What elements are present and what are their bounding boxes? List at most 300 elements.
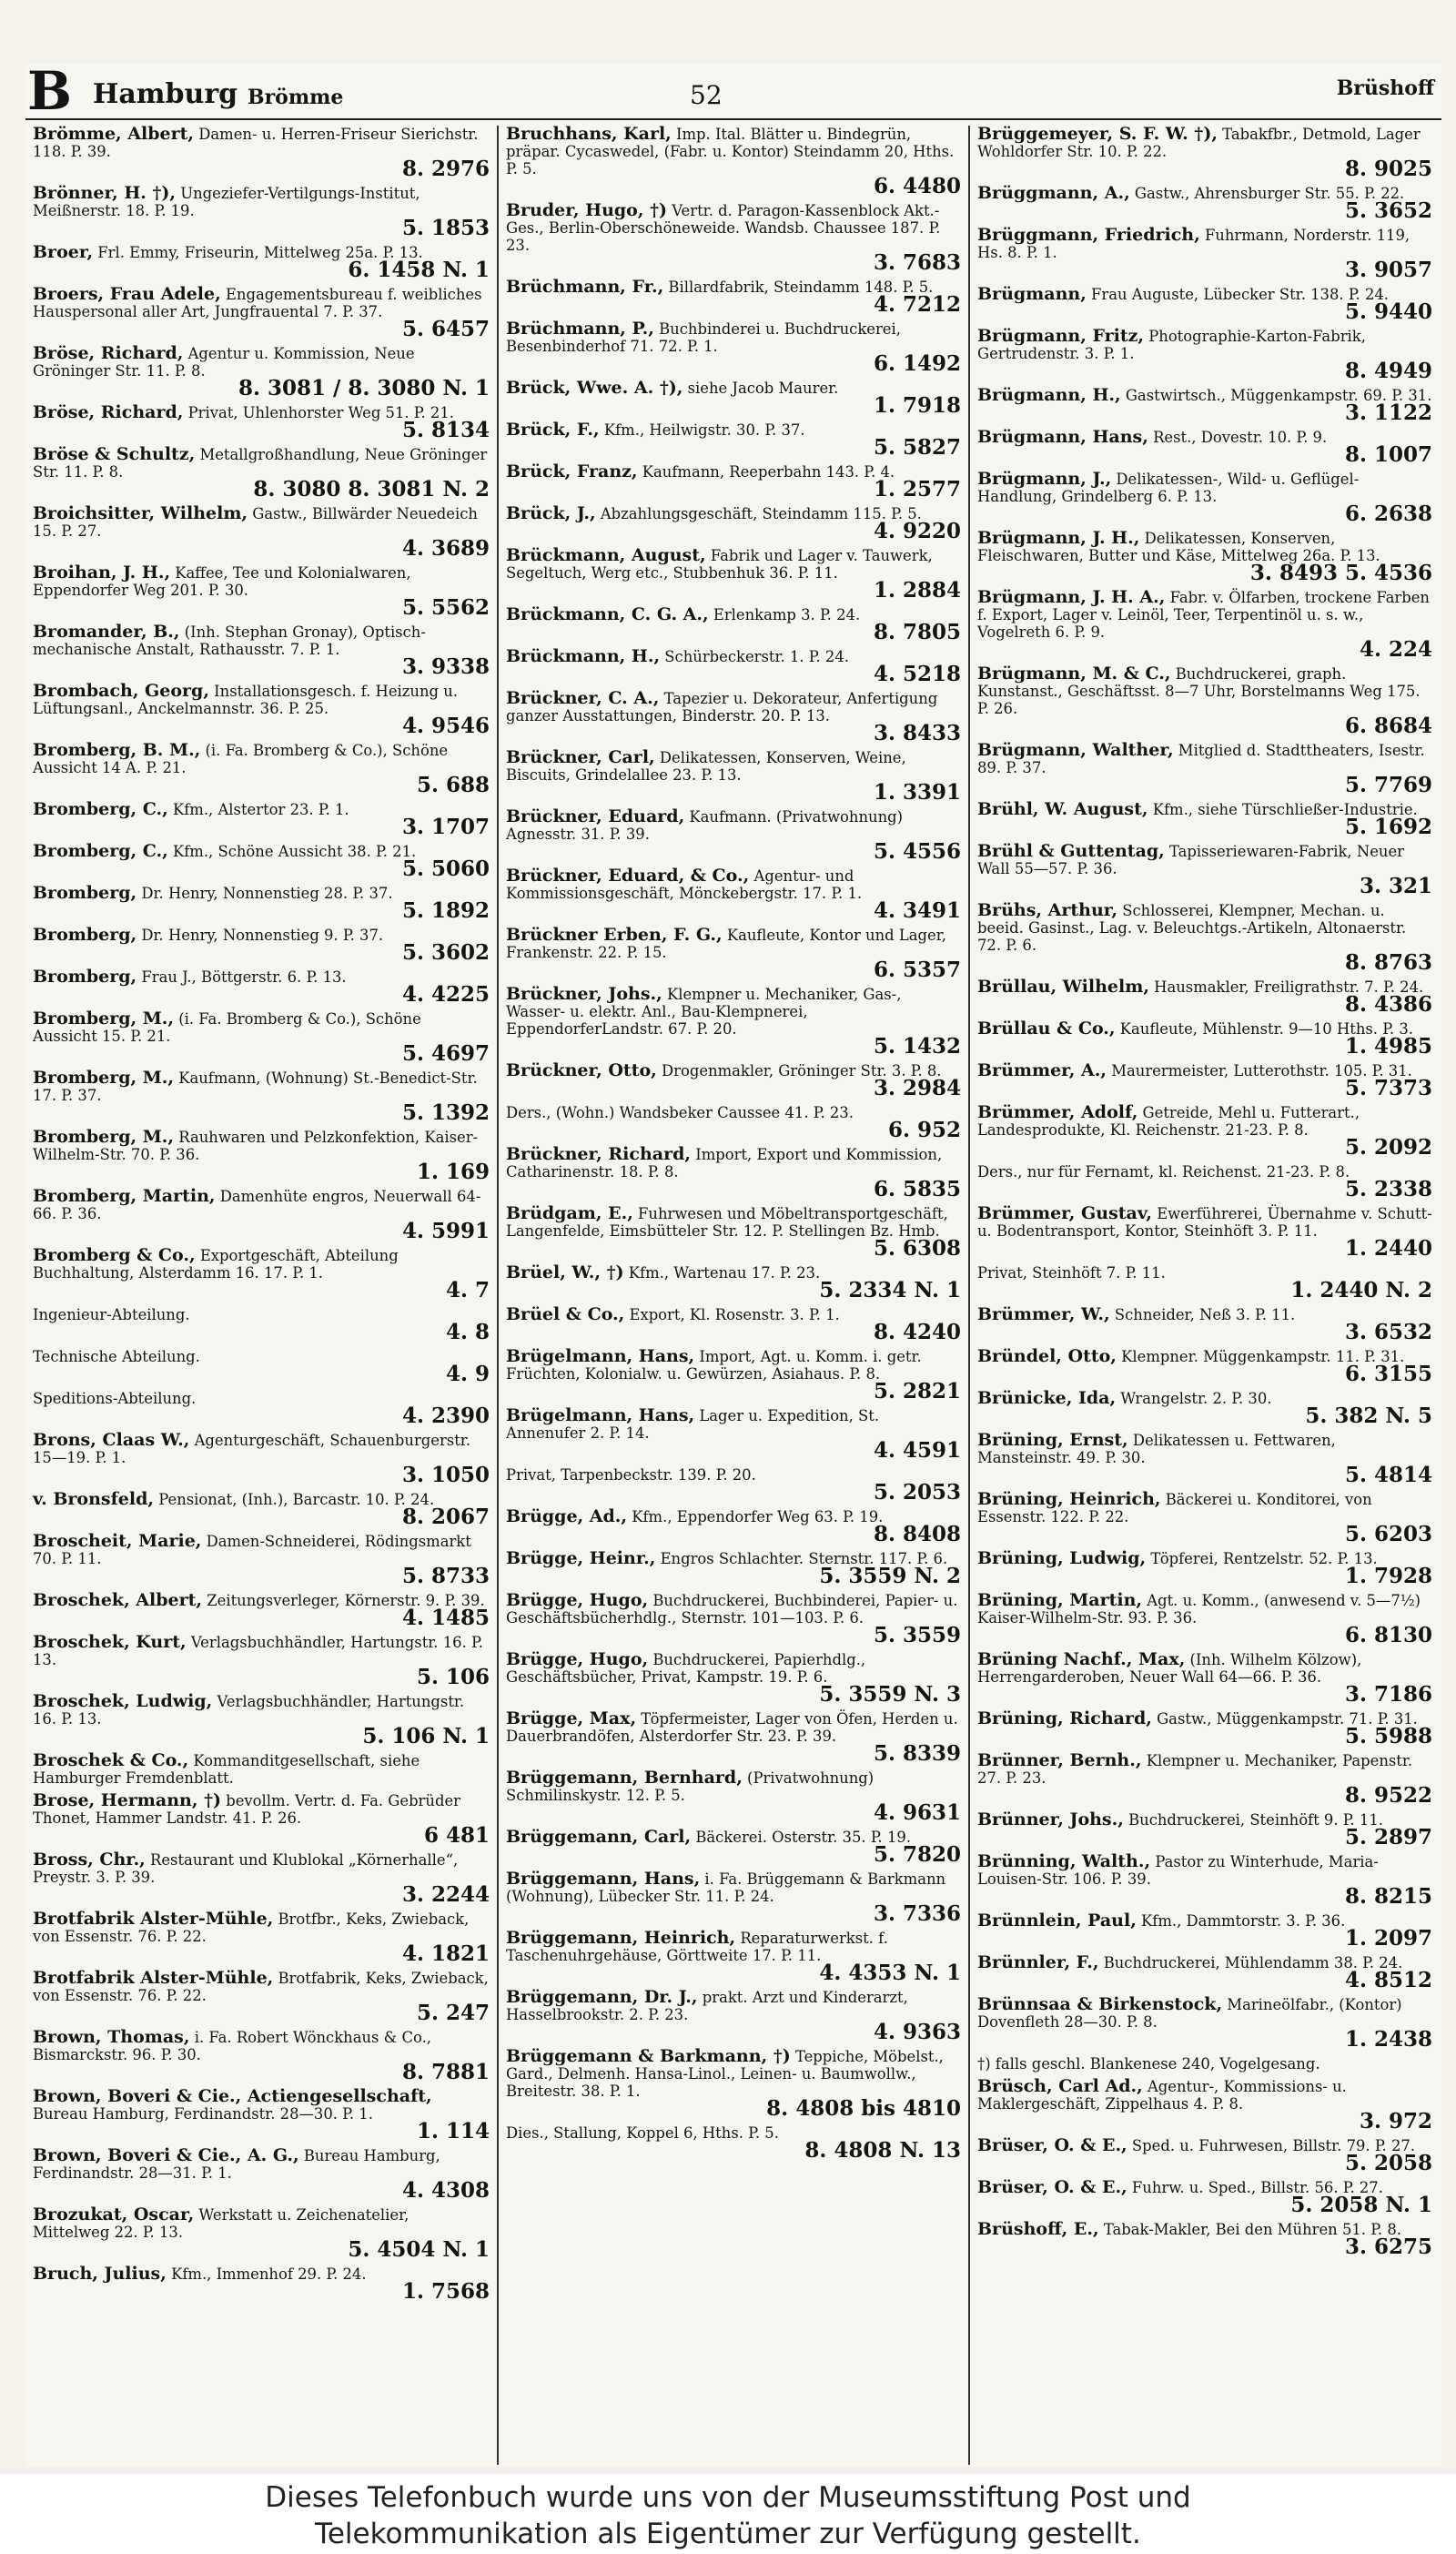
entry-description: Damen- u. Herren-Friseur Sierichstr. 118. P. 39. <box>33 126 479 160</box>
entry-description: Töpfermeister, Lager von Öfen, Herden u. Dauerbrandöfen, Alsterdorfer Str. 23. P. 39. <box>506 1710 958 1745</box>
entry-description: Hausmakler, Freiligrathstr. 7. P. 24. <box>1154 978 1424 996</box>
entry-name: Bröse, Richard, <box>33 343 184 363</box>
phone-number: 8. 8408 <box>873 1522 961 1546</box>
entry-description: Klempner u. Mechaniker, Papenstr. 27. P. 23. <box>977 1752 1413 1787</box>
phone-number: 5. 247 <box>416 2001 490 2025</box>
entry-name: Bromberg, C., <box>33 799 168 819</box>
phone-number: 5. 5060 <box>401 856 490 881</box>
directory-entry <box>33 345 490 399</box>
entry-name: Brückner, Otto, <box>506 1060 657 1080</box>
entry-name: Brückner, Eduard, & Co., <box>506 866 750 886</box>
directory-entry <box>33 843 490 879</box>
phone-number: 3. 2244 <box>401 1882 490 1907</box>
phone-number: 5. 4556 <box>873 839 961 864</box>
phone-number: 5. 3652 <box>1344 198 1432 223</box>
entry-name: Brünnler, F., <box>977 1952 1099 1972</box>
entry-description: Agentur u. Kommission, Neue Gröninger Str. 11. P. 8. <box>33 345 415 380</box>
entry-description: Schürbeckerstr. 1. P. 24. <box>664 648 849 665</box>
directory-entry <box>977 1651 1432 1705</box>
entry-name: Bröse & Schultz, <box>33 444 196 464</box>
directory-entry <box>977 742 1432 796</box>
phone-number: 8. 3080 8. 3081 N. 2 <box>253 477 490 502</box>
entry-description: Töpferei, Rentzelstr. 52. P. 13. <box>1150 1550 1378 1567</box>
directory-entry <box>506 1407 961 1461</box>
column-left <box>25 126 497 2465</box>
entry-name: Bründel, Otto, <box>977 1346 1117 1366</box>
phone-number: 4. 8 <box>445 1320 490 1344</box>
entry-description: Dr. Henry, Nonnenstieg 28. P. 37. <box>141 885 393 902</box>
directory-entry <box>506 202 961 273</box>
phone-number: 1. 2438 <box>1344 2027 1432 2052</box>
phone-number: 5. 6457 <box>401 317 490 341</box>
directory-entry <box>977 589 1432 660</box>
phone-number: 4. 1485 <box>401 1606 490 1630</box>
phone-number: 1. 7918 <box>873 393 961 418</box>
section-letter: B <box>27 60 73 122</box>
directory-entry <box>33 2029 490 2083</box>
directory-entry <box>506 749 961 803</box>
phone-number: 3. 7336 <box>873 1901 961 1926</box>
phone-number: 1. 4985 <box>1344 1034 1432 1059</box>
entry-description: bevollm. Vertr. d. Fa. Gebrüder Thonet, Hammer Landstr. 41. P. 26. <box>33 1792 460 1827</box>
phone-number: 1. 169 <box>416 1160 490 1184</box>
entry-description: Buchdruckerei, Mühlendamm 38. P. 24. <box>1103 1954 1403 1971</box>
phone-number: 8. 2067 <box>401 1505 490 1529</box>
phone-number: 3. 9057 <box>1344 258 1432 282</box>
phone-number: 3. 9338 <box>401 654 490 679</box>
entry-name: Brombach, Georg, <box>33 681 209 701</box>
directory-entry <box>977 1104 1432 1158</box>
entry-name: Brünner, Johs., <box>977 1809 1124 1829</box>
entry-description: Engagementsbureau f. weibliches Hauspersonal aller Art, Jungfrauental 7. P. 37. <box>33 286 482 320</box>
phone-number: 8. 9522 <box>1344 1783 1432 1808</box>
entry-name: Brühl & Guttentag, <box>977 841 1165 861</box>
entry-description: Kaufmann. (Privatwohnung) Agnesstr. 31. P. 39. <box>506 808 904 843</box>
entry-description: Bureau Hamburg, Ferdinandstr. 28—31. P. 1. <box>33 2147 440 2182</box>
entry-name: Brüllau & Co., <box>977 1019 1116 1039</box>
directory-entry <box>506 648 961 684</box>
directory-entry <box>506 1062 961 1099</box>
entry-description: Imp. Ital. Blätter u. Bindegrün, präpar. Cycaswedel, (Fabr. u. Kontor) Steindamm 20, Hths. P. 5. <box>506 126 955 177</box>
directory-entry <box>506 1205 961 1259</box>
phone-number: 5. 2334 N. 1 <box>819 1278 961 1302</box>
phone-number: 1. 3391 <box>873 780 961 805</box>
entry-name: Bromberg, <box>33 883 137 903</box>
entry-description: Agt. u. Komm., (anwesend v. 5—7½) Kaiser-Wilhelm-Str. 93. P. 36. <box>977 1592 1421 1627</box>
entry-description: prakt. Arzt und Kinderarzt, Hasselbrookstr. 2. P. 23. <box>506 1989 908 2023</box>
directory-entry <box>977 1348 1432 1384</box>
phone-number: 5. 4697 <box>401 1041 490 1066</box>
directory-entry <box>506 1870 961 1924</box>
entry-description: (Inh. Wilhelm Kölzow), Herrengarderoben, Neuer Wall 64—66. P. 36. <box>977 1651 1362 1686</box>
phone-number: 4. 9 <box>445 1362 490 1386</box>
entry-name: Brüning, Ludwig, <box>977 1548 1147 1568</box>
entry-description: Fuhrwesen und Möbeltransportgeschäft, Langenfelde, Eimsbütteler Str. 12. P. Stellingen Bz. Hmb. <box>506 1205 948 1240</box>
entry-name: Brümmer, W., <box>977 1304 1110 1324</box>
entry-name: Brückner, C. A., <box>506 688 660 708</box>
entry-name: Broschek, Kurt, <box>33 1632 187 1652</box>
entry-name: Brügge, Heinr., <box>506 1548 656 1568</box>
entry-description: Wrangelstr. 2. P. 30. <box>1120 1390 1272 1407</box>
phone-number: 5. 3602 <box>401 940 490 965</box>
entry-description: Schlosserei, Klempner, Mechan. u. beeid. Gasinst., Lag. v. Beleuchtgs.-Artikeln, Altonaerstr. 72. P. 6. <box>977 902 1407 954</box>
directory-entry <box>33 2147 490 2201</box>
phone-number: 8. 1007 <box>1344 442 1432 467</box>
entry-description: Buchdruckerei, Papierhdlg., Geschäftsbücher, Privat, Kampstr. 19. P. 6. <box>506 1651 866 1686</box>
entry-name: Brüser, O. & E., <box>977 2177 1127 2197</box>
phone-number: 5. 1692 <box>1344 815 1432 839</box>
phone-number: 6. 8684 <box>1344 714 1432 738</box>
directory-entry <box>33 927 490 963</box>
entry-description: Ingenieur-Abteilung. <box>33 1306 190 1323</box>
directory-entry <box>33 1693 490 1747</box>
entry-name: Brügmann, J. H. A., <box>977 587 1166 607</box>
entry-name: Brügge, Hugo, <box>506 1590 649 1610</box>
directory-entry <box>977 387 1432 423</box>
phone-number: 6. 3155 <box>1344 1362 1432 1386</box>
entry-name: Brühl, W. August, <box>977 799 1148 819</box>
entry-description: Fabrik und Lager v. Tauwerk, Segeltuch, Werg etc., Stubbenhuk 36. P. 11. <box>506 547 933 582</box>
phone-number: 5. 1432 <box>873 1034 961 1059</box>
directory-entry <box>33 683 490 736</box>
entry-name: Brünning, Walth., <box>977 1851 1151 1871</box>
page-header <box>25 60 1441 122</box>
directory-entry <box>506 505 961 542</box>
entry-name: Brückmann, C. G. A., <box>506 604 709 624</box>
entry-name: Brüllau, Wilhelm, <box>977 977 1149 997</box>
directory-entry <box>977 1205 1432 1259</box>
entry-name: Brüshoff, E., <box>977 2219 1099 2239</box>
directory-entry <box>33 1069 490 1123</box>
phone-number: 3. 321 <box>1359 874 1432 898</box>
entry-name: Brückmann, H., <box>506 646 661 666</box>
phone-number: 5. 2058 N. 1 <box>1290 2193 1432 2217</box>
entry-description: Gastw., Müggenkampstr. 71. P. 31. <box>1157 1710 1418 1728</box>
entry-name: Brüchmann, Fr., <box>506 277 664 297</box>
entry-name: Brügmann, J., <box>977 469 1112 489</box>
directory-entry <box>977 1264 1432 1301</box>
entry-description: Ders., (Wohn.) Wandsbeker Caussee 41. P. 23. <box>506 1104 854 1121</box>
entry-name: Brügge, Hugo, <box>506 1649 649 1669</box>
entry-name: Brünner, Bernh., <box>977 1750 1142 1770</box>
entry-description: Kaffee, Tee und Kolonialwaren, Eppendorfer Weg 201. P. 30. <box>33 564 411 599</box>
entry-description: Brotfabrik, Keks, Zwieback, von Essenstr. 76. P. 22. <box>33 1970 489 2004</box>
phone-number: 3. 6532 <box>1344 1320 1432 1344</box>
entry-name: Brück, J., <box>506 503 596 523</box>
entry-name: Brüning, Richard, <box>977 1708 1152 1728</box>
entry-description: Photographie-Karton-Fabrik, Gertrudenstr. 3. P. 1. <box>977 328 1366 362</box>
entry-name: Brüchmann, P., <box>506 319 654 339</box>
entry-name: Bromberg, Martin, <box>33 1186 216 1206</box>
phone-number: 3. 1122 <box>1344 400 1432 425</box>
entry-name: Bromberg, <box>33 925 137 945</box>
entry-name: Brügelmann, Hans, <box>506 1405 695 1425</box>
directory-entry <box>33 1910 490 1964</box>
entry-description: Tabak-Makler, Bei den Mühren 51. P. 8. <box>1103 2221 1401 2238</box>
directory-entry <box>977 1592 1432 1646</box>
footer-line-1: Dieses Telefonbuch wurde uns von der Museumsstiftung Post und <box>265 2481 1191 2514</box>
phone-number: 1. 114 <box>416 2119 490 2144</box>
entry-description: Buchdruckerei, graph. Kunstanst., Geschäftsst. 8—7 Uhr, Borstelmanns Weg 175. P. 26. <box>977 665 1421 717</box>
directory-entry <box>506 463 961 500</box>
entry-description: (Privatwohnung) Schmilinskystr. 12. P. 5. <box>506 1769 875 1804</box>
entry-name: Broichsitter, Wilhelm, <box>33 503 248 523</box>
entry-name: Broschek & Co., <box>33 1750 189 1770</box>
directory-entry <box>506 421 961 458</box>
phone-number: 5. 9440 <box>1344 299 1432 324</box>
entry-name: Brückner Erben, F. G., <box>506 925 723 945</box>
phone-number: 5. 4504 N. 1 <box>348 2237 490 2262</box>
entry-name: Bromander, B., <box>33 622 180 642</box>
entry-description: Kfm., Alstertor 23. P. 1. <box>172 801 349 818</box>
directory-entry <box>506 1306 961 1343</box>
last-entry-guide: Brüshoff <box>1336 76 1434 100</box>
phone-number: 1. 2577 <box>873 477 961 502</box>
entry-description: Brotfbr., Keks, Zwieback, von Essenstr. 76. P. 22. <box>33 1910 470 1945</box>
directory-entry <box>33 1188 490 1242</box>
directory-entry <box>977 1020 1432 1057</box>
entry-name: Bromberg, M., <box>33 1127 175 1147</box>
directory-entry <box>33 1792 490 1846</box>
directory-entry <box>977 978 1432 1015</box>
entry-name: Brückmann, August, <box>506 545 706 565</box>
directory-entry <box>977 1432 1432 1485</box>
phone-number: 1. 2097 <box>1344 1926 1432 1951</box>
phone-number: 3. 1707 <box>401 815 490 839</box>
phone-number: 4. 9631 <box>873 1800 961 1825</box>
phone-number: 5. 3559 N. 3 <box>819 1682 961 1707</box>
entry-name: Bross, Chr., <box>33 1850 146 1870</box>
entry-name: Brown, Boveri & Cie., Actiengesellschaft, <box>33 2086 432 2106</box>
phone-number: 8. 2976 <box>401 157 490 181</box>
directory-entry <box>33 126 490 179</box>
entry-name: Brügge, Max, <box>506 1708 637 1728</box>
directory-entry <box>33 1010 490 1064</box>
directory-entry <box>977 1550 1432 1586</box>
directory-entry <box>977 902 1432 973</box>
entry-name: Brümmer, Adolf, <box>977 1102 1138 1122</box>
entry-description: Klempner u. Mechaniker, Gas-, Wasser- u. elektr. Anl., Bau-Klempnerei, EppendorferLandstr. 67. P. 20. <box>506 986 902 1038</box>
directory-entry <box>506 2124 961 2161</box>
entry-name: Brüggmann, Friedrich, <box>977 225 1200 245</box>
phone-number: 5. 2058 <box>1344 2151 1432 2175</box>
entry-name: Broer, <box>33 242 94 262</box>
directory-entry <box>33 1348 490 1384</box>
directory-entry <box>506 867 961 921</box>
directory-entry <box>33 1432 490 1485</box>
directory-entry <box>506 808 961 862</box>
phone-number: 1. 2884 <box>873 578 961 603</box>
directory-entry <box>33 244 490 280</box>
phone-number: 3. 6275 <box>1344 2235 1432 2259</box>
phone-number: 5. 2053 <box>873 1480 961 1505</box>
entry-name: Brückner, Johs., <box>506 984 662 1004</box>
entry-description: Kfm., Eppendorfer Weg 63. P. 19. <box>632 1508 884 1525</box>
phone-number: 5. 382 N. 5 <box>1305 1404 1432 1428</box>
entry-name: Bruchhans, Karl, <box>506 126 672 144</box>
entry-description: Delikatessen, Konserven, Weine, Biscuits, Grindelallee 23. P. 13. <box>506 749 906 784</box>
entry-description: Agentur- und Kommissionsgeschäft, Mönckebergstr. 17. P. 1. <box>506 867 863 902</box>
directory-entry <box>977 1163 1432 1200</box>
phone-number: 6. 5835 <box>873 1177 961 1201</box>
entry-name: Brümmer, A., <box>977 1060 1107 1080</box>
entry-description: Engros Schlachter. Sternstr. 117. P. 6. <box>660 1550 948 1567</box>
entry-description: Kfm., Immenhof 29. P. 24. <box>171 2265 367 2283</box>
directory-entry <box>33 2265 490 2302</box>
entry-description: Bäckerei. Osterstr. 35. P. 19. <box>695 1829 912 1846</box>
entry-name: Broschek, Ludwig, <box>33 1691 213 1711</box>
entry-description: Gastw., Billwärder Neuedeich 15. P. 27. <box>33 505 478 540</box>
directory-entry <box>33 623 490 677</box>
directory-entry <box>506 1550 961 1586</box>
phone-number: 6. 1492 <box>873 351 961 376</box>
directory-entry <box>506 380 961 416</box>
entry-description: Delikatessen-, Wild- u. Geflügel-Handlung, Grindelberg 6. P. 13. <box>977 471 1360 505</box>
entry-name: Brügge, Ad., <box>506 1506 628 1526</box>
directory-entry <box>506 2048 961 2119</box>
entry-description: Ungeziefer-Vertilgungs-Institut, Meißnerstr. 18. P. 19. <box>33 185 420 219</box>
entry-name: Brömme, Albert, <box>33 126 195 144</box>
entry-description: Sped. u. Fuhrwesen, Billstr. 79. P. 27. <box>1131 2137 1416 2154</box>
entry-name: Brüggemann, Bernhard, <box>506 1768 743 1788</box>
phone-number: 5. 2092 <box>1344 1135 1432 1160</box>
entry-description: Lager u. Expedition, St. Annenufer 2. P. 14. <box>506 1407 880 1442</box>
entry-description: Exportgeschäft, Abteilung Buchhaltung, Alsterdamm 16. 17. P. 1. <box>33 1247 399 1282</box>
entry-name: Brügelmann, Hans, <box>506 1346 695 1366</box>
entry-name: Brüel & Co., <box>506 1304 625 1324</box>
directory-entry <box>506 1769 961 1823</box>
phone-number: 5. 8339 <box>873 1741 961 1766</box>
entry-description: Delikatessen, Konserven, Fleischwaren, Butter und Käse, Mittelweg 26a. P. 13. <box>977 530 1380 564</box>
directory-entry <box>506 986 961 1057</box>
entry-description: Tapisseriewaren-Fabrik, Neuer Wall 55—57. P. 36. <box>977 843 1404 877</box>
phone-number: 6. 2638 <box>1344 502 1432 526</box>
entry-name: Brotfabrik Alster-Mühle, <box>33 1968 274 1988</box>
page-number: 52 <box>690 80 723 110</box>
directory-entry <box>33 2088 490 2142</box>
entry-description: Speditions-Abteilung. <box>33 1390 197 1407</box>
directory-entry <box>977 2221 1432 2257</box>
entry-name: Brüning Nachf., Max, <box>977 1649 1186 1669</box>
phone-number: 3. 8433 <box>873 721 961 745</box>
directory-entry <box>977 1996 1432 2050</box>
directory-entry <box>977 530 1432 583</box>
directory-entry <box>977 665 1432 736</box>
phone-number: 5. 106 N. 1 <box>362 1724 490 1748</box>
entry-name: Brönner, H. †), <box>33 183 177 203</box>
directory-entry <box>977 843 1432 897</box>
phone-number: 6. 4480 <box>873 174 961 198</box>
entry-name: Brüning, Heinrich, <box>977 1489 1161 1509</box>
entry-description: Kaufmann, Reeperbahn 143. P. 4. <box>642 463 895 481</box>
entry-name: Brügmann, M. & C., <box>977 664 1171 684</box>
phone-number: 1. 2440 <box>1344 1236 1432 1261</box>
entry-name: Brüsch, Carl Ad., <box>977 2076 1143 2096</box>
directory-entry <box>506 1466 961 1503</box>
entry-name: Brügmann, J. H., <box>977 528 1140 548</box>
directory-entry <box>977 471 1432 524</box>
directory-entry <box>977 1062 1432 1099</box>
directory-entry <box>977 1306 1432 1343</box>
phone-number: 1. 2440 N. 2 <box>1290 1278 1432 1302</box>
directory-entry <box>977 227 1432 280</box>
entry-description: Ders., nur für Fernamt, kl. Reichenst. 21-23. P. 8. <box>977 1163 1350 1181</box>
entry-name: Brünicke, Ida, <box>977 1388 1117 1408</box>
phone-number: 4. 1821 <box>401 1941 490 1966</box>
entry-name: Brühs, Arthur, <box>977 900 1118 920</box>
entry-name: Brozukat, Oscar, <box>33 2204 195 2225</box>
phone-number: 5. 5827 <box>873 435 961 460</box>
footer-notice <box>0 2474 1456 2554</box>
directory-entry <box>977 801 1432 837</box>
entry-name: Brüggemann & Barkmann, †) <box>506 2046 791 2066</box>
entry-description: Gastw., Ahrensburger Str. 55. P. 22. <box>1134 185 1405 202</box>
entry-name: Brüggemann, Hans, <box>506 1869 701 1889</box>
phone-number: 8. 4808 bis 4810 <box>766 2096 961 2121</box>
entry-name: Brown, Boveri & Cie., A. G., <box>33 2145 299 2165</box>
directory-entry <box>33 885 490 921</box>
entry-description: Metallgroßhandlung, Neue Gröninger Str. 11. P. 8. <box>33 446 488 481</box>
first-entry-guide: Brömme <box>248 86 344 109</box>
entry-description: Rauhwaren und Pelzkonfektion, Kaiser-Wilhelm-Str. 70. P. 36. <box>33 1129 479 1163</box>
entry-description: Import, Agt. u. Komm. i. getr. Früchten, Kolonialw. u. Gewürzen, Asiahaus. P. 8. <box>506 1348 922 1383</box>
directory-entry <box>33 968 490 1005</box>
entry-description: Buchdruckerei, Buchbinderei, Papier- u. Geschäftsbücherhdlg., Sternstr. 101—103. P. 6. <box>506 1592 958 1627</box>
directory-entry <box>33 1247 490 1301</box>
entry-name: Bruch, Julius, <box>33 2264 167 2284</box>
directory-entry <box>33 1634 490 1687</box>
entry-description: Tapezier u. Dekorateur, Anfertigung ganzer Ausstattungen, Binderstr. 20. P. 13. <box>506 690 938 725</box>
phone-number: 8. 4386 <box>1344 992 1432 1017</box>
directory-entry <box>33 801 490 837</box>
directory-entry <box>977 1752 1432 1806</box>
entry-name: Brümmer, Gustav, <box>977 1203 1152 1223</box>
column-middle <box>497 126 968 2465</box>
entry-description: Gastwirtsch., Müggenkampstr. 69. P. 31. <box>1125 387 1432 404</box>
entry-name: Brügmann, Hans, <box>977 427 1148 447</box>
directory-entry <box>33 1970 490 2023</box>
entry-name: Brons, Claas W., <box>33 1430 190 1450</box>
entry-name: Brose, Hermann, †) <box>33 1790 222 1810</box>
phone-number: 5. 4814 <box>1344 1463 1432 1487</box>
phone-number: 5. 1892 <box>401 898 490 923</box>
entry-description: Getreide, Mehl u. Futterart., Landesprodukte, Kl. Reichenstr. 21-23. P. 8. <box>977 1104 1360 1139</box>
entry-name: Brückner, Eduard, <box>506 806 685 826</box>
phone-number: 5. 8134 <box>401 418 490 442</box>
entry-description: i. Fa. Robert Wönckhaus & Co., Bismarckstr. 96. P. 30. <box>33 2029 431 2063</box>
entry-name: Brückner, Richard, <box>506 1144 691 1164</box>
phone-number: 6. 1458 N. 1 <box>348 258 490 282</box>
phone-number: 8. 4949 <box>1344 359 1432 383</box>
phone-number: 4. 3689 <box>401 536 490 561</box>
phone-number: 4. 5218 <box>873 662 961 686</box>
entry-name: Bromberg & Co., <box>33 1245 196 1265</box>
directory-entry <box>977 185 1432 221</box>
entry-name: Broihan, J. H., <box>33 562 171 583</box>
phone-number: 4. 7 <box>445 1278 490 1302</box>
entry-columns <box>25 126 1441 2465</box>
entry-description: Zeitungsverleger, Körnerstr. 9. P. 39. <box>207 1592 485 1609</box>
directory-entry <box>977 1390 1432 1426</box>
column-right <box>968 126 1440 2465</box>
entry-description: Kaufleute, Kontor und Lager, Frankenstr. 22. P. 15. <box>506 927 946 961</box>
directory-page <box>25 60 1441 2467</box>
directory-entry <box>506 1710 961 1764</box>
entry-name: Brüdgam, E., <box>506 1203 633 1223</box>
phone-number: 3. 7186 <box>1344 1682 1432 1707</box>
entry-description: Privat, Uhlenhorster Weg 51. P. 21. <box>187 404 454 421</box>
phone-number: 5. 3559 N. 2 <box>819 1564 961 1588</box>
